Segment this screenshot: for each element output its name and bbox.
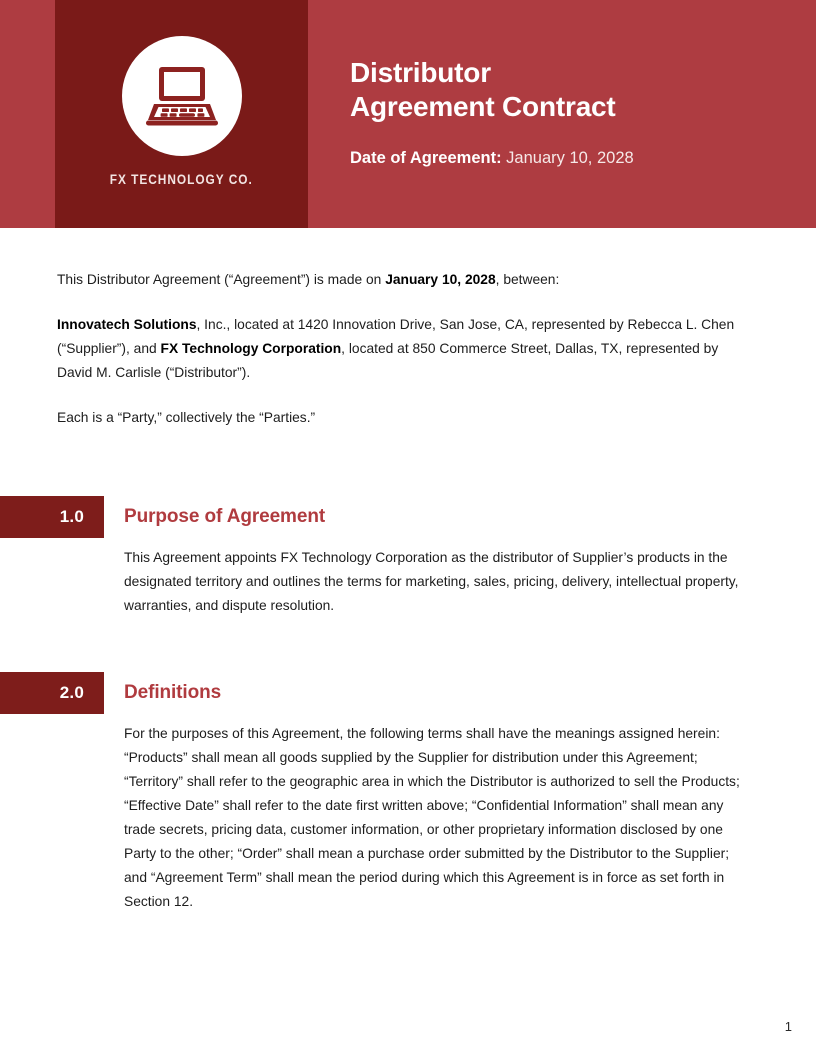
document-title-line2: Agreement Contract [350, 91, 616, 122]
agreement-date-label: Date of Agreement: [350, 149, 502, 167]
intro-supplier-name: Innovatech Solutions [57, 317, 197, 332]
intro-block [57, 268, 757, 430]
intro-p2-text-d: , located at 850 Commerce Street, Dallas, TX, represented by David M. Carlisle (“Distributor”). [57, 341, 719, 380]
document-title [350, 56, 790, 124]
logo-panel [55, 0, 308, 228]
header-text-block [350, 56, 790, 169]
section-2-number: 2.0 [0, 672, 104, 714]
section-1-title: Purpose of Agreement [124, 506, 326, 527]
agreement-date-value: January 10, 2028 [506, 149, 634, 167]
section-2-title: Definitions [124, 682, 222, 703]
section-1-body: This Agreement appoints FX Technology Corporation as the distributor of Supplier’s products in the designated territory and outlines the terms for marketing, sales, pricing, delivery, intellectual property, warranties, and dispute resolution. [124, 550, 739, 613]
intro-paragraph-3: Each is a “Party,” collectively the “Parties.” [57, 410, 316, 425]
section-1-number: 1.0 [0, 496, 104, 538]
intro-p2-text-b: , Inc., located at 1420 Innovation Drive, San Jose, CA, represented by Rebecca L. Chen (“Supplier”), and [57, 317, 735, 356]
laptop-icon [122, 36, 242, 156]
document-title-line1: Distributor [350, 57, 491, 88]
intro-p1-date: January 10, 2028 [385, 272, 496, 287]
page-number: 1 [784, 1019, 792, 1034]
intro-paragraph-2 [57, 313, 757, 385]
intro-distributor-name: FX Technology Corporation [160, 341, 342, 356]
section-1-header [0, 496, 816, 538]
intro-p1-text-c: , between: [495, 272, 560, 287]
agreement-date [350, 148, 790, 169]
document-header [0, 0, 816, 228]
intro-p1-text-a: This Distributor Agreement (“Agreement”) is made on [57, 272, 386, 287]
section-1 [0, 496, 816, 618]
logo-company-name: FX TECHNOLOGY CO. [110, 171, 253, 187]
section-2 [0, 672, 816, 914]
intro-paragraph-1 [57, 268, 757, 292]
section-2-header [0, 672, 816, 714]
section-2-body: For the purposes of this Agreement, the following terms shall have the meanings assigned herein: “Products” shall mean all goods supplied by the Supplier for distribution under this Agreement; “Territory” shall refer to the geographic area in which the Distributor is authorized to sell the Products; “Effective Date” shall refer to the date first written above; “Confidential Information” shall mean any trade secrets, pricing data, customer information, or other proprietary information disclosed by one Party to the other; “Order” shall mean a purchase order submitted by the Distributor to the Supplier; and “Agreement Term” shall mean the period during which this Agreement is in force as set forth in Section 12. [124, 726, 740, 909]
